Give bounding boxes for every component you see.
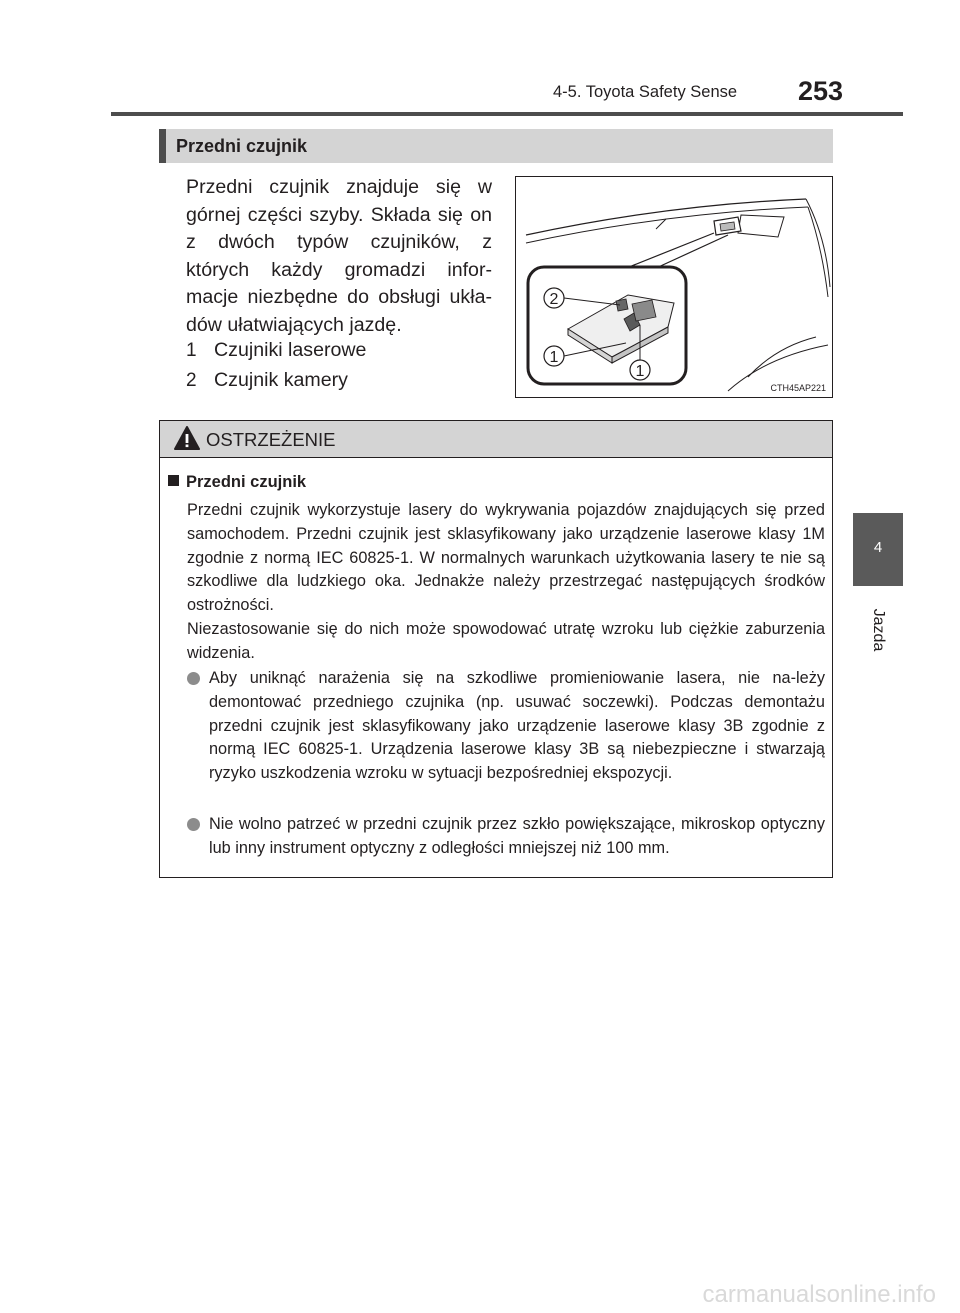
- round-bullet-icon: [187, 818, 200, 831]
- windshield-sensor-illustration: [516, 177, 832, 397]
- callout-label: 1: [635, 363, 645, 380]
- warning-bullet-text: Aby uniknąć narażenia się na szkodliwe promieniowanie lasera, nie na-leży demontować przedniego czujnika (np. usuwać soczewki). Podczas demontażu przedni czujnik jest sklasyfikowany jako urządzenie laserowe klasy 3B zgodnie z normą IEC 60825-1. Urządzenia laserowe klasy 3B są niebezpieczne i stwarzają ryzyko uszkodzenia wzroku w sytuacji bezpośredniej ekspozycji.: [209, 669, 825, 783]
- intro-paragraph: Przedni czujnik znajduje się w górnej części szyby. Składa się on z dwóch typów czujników, z których każdy gromadzi infor-macje niezbędne do obsługi ukła-dów ułatwiających jazdę.: [186, 176, 492, 336]
- section-heading-text: Przedni czujnik: [176, 136, 308, 156]
- chapter-number: 4: [873, 539, 883, 556]
- chapter-tab: [853, 513, 903, 586]
- callout-label: 1: [549, 349, 559, 366]
- legend-item: [186, 339, 366, 362]
- callout-label: 2: [549, 291, 559, 308]
- warning-bullet: [187, 813, 825, 861]
- warning-bullet-text: Nie wolno patrzeć w przedni czujnik przez szkło powiększające, mikroskop optyczny lub inny instrument optyczny z odległości mniejszej niż 100 mm.: [209, 815, 825, 857]
- section-heading: [159, 129, 833, 163]
- warning-header: [160, 421, 832, 458]
- watermark: carmanualsonline.info: [702, 1281, 936, 1308]
- warning-title: OSTRZEŻENIE: [206, 429, 336, 450]
- legend-label: Czujnik kamery: [214, 369, 348, 391]
- legend-label: Czujniki laserowe: [214, 339, 367, 361]
- chapter-title: Jazda: [870, 608, 887, 652]
- warning-paragraph-text: Przedni czujnik wykorzystuje lasery do wykrywania pojazdów znajdujących się przed samochodem. Przedni czujnik jest sklasyfikowany jako urządzenie laserowe klasy 1M zgodnie z normą IEC 60825-1. W normalnych warunkach użytkowania lasery te nie są szkodliwe dla ludzkiego oka. Jednakże należy przestrzegać następujących środków ostrożności.: [187, 501, 825, 615]
- warning-box: [159, 420, 833, 878]
- figure-code: CTH45AP221: [770, 383, 826, 393]
- warning-paragraph-text-2: Niezastosowanie się do nich może spowodować utratę wzroku lub ciężkie zaburzenia widzenia.: [187, 619, 825, 662]
- round-bullet-icon: [187, 672, 200, 685]
- header-divider: [111, 112, 903, 116]
- warning-triangle-icon: [174, 425, 200, 451]
- page-number: 253: [798, 76, 844, 106]
- legend-number: 2: [186, 370, 197, 391]
- legend-number: 1: [186, 340, 197, 361]
- header-section-title: 4-5. Toyota Safety Sense: [553, 83, 738, 101]
- warning-subheading-text: Przedni czujnik: [186, 473, 307, 491]
- square-bullet-icon: [168, 475, 179, 486]
- legend-item: [186, 369, 348, 392]
- warning-subheading: [168, 473, 306, 492]
- warning-paragraph: [187, 499, 825, 666]
- chapter-label: [858, 600, 898, 660]
- warning-bullet: [187, 667, 825, 786]
- section-heading-bar: [159, 129, 166, 163]
- front-sensor-figure: [515, 176, 833, 398]
